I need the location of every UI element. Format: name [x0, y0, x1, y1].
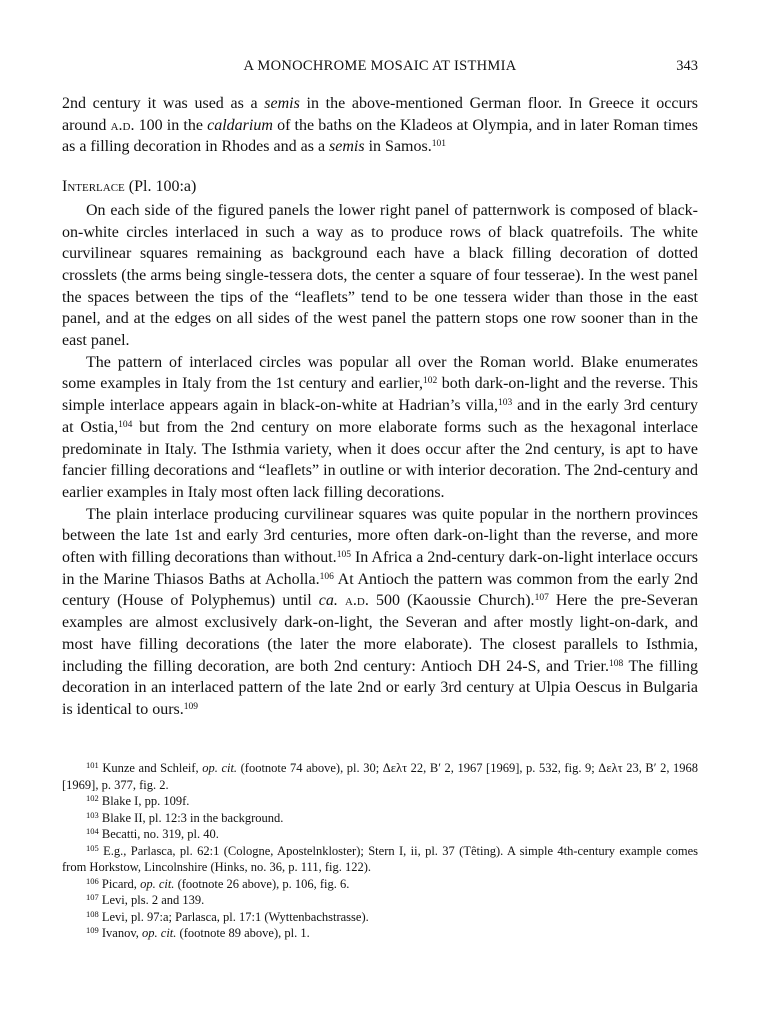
footnote-ref: 107 [534, 593, 549, 604]
footnote [62, 909, 698, 926]
text-run [338, 592, 345, 609]
paragraph [62, 200, 698, 352]
footnote [62, 925, 698, 942]
text-run: On each side of the figured panels the lower right panel of patternwork is composed of black-on-white circles interlaced in such a way as to produce rows of black quatrefoils. The white curvilinear squares remaining as background each have a black filling decoration of dotted crosslets (the arms being single-tessera dots, the center a square of four tesserae). In the west panel the spaces between the tips of the “leaflets” tend to be one tessera wider than those in the east panel, and at the edges on all sides of the west panel the pattern stops one row sooner than in the east panel. [62, 201, 698, 350]
footnote-text: Picard, [101, 876, 141, 891]
text-run: in Samos. [364, 138, 432, 156]
main-text [62, 93, 698, 721]
footnote-number: 108 [86, 908, 99, 919]
footnote [62, 843, 698, 876]
heading-plate-ref: (Pl. 100:a) [124, 178, 197, 196]
footnote-text: Ivanov, [101, 926, 143, 940]
paragraph-continued [62, 93, 698, 158]
italic-term: semis [264, 95, 300, 112]
footnote-ref: 104 [118, 419, 133, 430]
italic-term: op. cit. [142, 926, 177, 940]
text-run: 2nd century it was used as a [62, 95, 265, 112]
small-caps-era: a.d. [110, 116, 135, 134]
footnote-text: (footnote 26 above), p. 106, fig. 6. [174, 876, 350, 891]
text-run: Here the pre-Severan examples are almost exclusively dark-on-light, the Severan and after mostly light-on-dark, and most have filling decorations (the later the more elaborate). The closest parallels to Isthmia, including the filling decoration, are both 2nd century: Antioch DH 24-S, and Trier. [62, 592, 699, 675]
text-run: but from the 2nd century on more elaborate forms such as the hexagonal interlace predominate in Italy. The Isthmia variety, when it does occur after the 2nd century, is apt to have fancier filling decorations and “leaflets” in outline or with interior decoration. The 2nd-century and earlier examples in Italy most often lack filling decorations. [62, 418, 698, 501]
italic-term: semis [329, 138, 365, 156]
text-run: 100 in the [134, 116, 208, 134]
section-heading [62, 176, 698, 198]
footnote-text: Blake II, pl. 12:3 in the background. [101, 810, 284, 825]
footnote [62, 810, 698, 827]
footnotes [62, 760, 698, 942]
small-caps-era: a.d. [344, 592, 369, 610]
text-run: 500 (Kaoussie Church). [368, 592, 535, 610]
footnote [62, 760, 698, 793]
page-number: 343 [676, 58, 698, 74]
footnote-number: 105 [86, 842, 99, 853]
footnote-number: 109 [86, 925, 99, 935]
italic-term: op. cit. [202, 761, 238, 775]
footnote [62, 793, 698, 810]
footnote-ref: 102 [422, 376, 438, 387]
footnote [62, 876, 698, 893]
footnote-number: 101 [86, 760, 99, 770]
footnote-text: Levi, pl. 97:a; Parlasca, pl. 17:1 (Wyttenbachstrasse). [101, 909, 369, 924]
footnote-text: E.g., Parlasca, pl. 62:1 (Cologne, Apostelnkloster); Stern I, ii, pl. 37 (Têting). A simple 4th-century example comes from Horkstow, Lincolnshire (Hinks, no. 36, p. 111, fig. 122). [62, 843, 699, 874]
paragraph [62, 504, 698, 721]
footnote-ref: 103 [497, 398, 513, 409]
footnote-text: Kunze and Schleif, [102, 761, 203, 775]
footnote-number: 102 [86, 793, 99, 803]
text-run: At Antioch the pattern was common from the early 2nd century (House of Polyphemus) until [62, 570, 699, 610]
footnote-text: Becatti, no. 319, pl. 40. [101, 827, 219, 841]
italic-term: caldarium [207, 116, 273, 134]
footnote-text: (footnote 89 above), pl. 1. [176, 926, 310, 940]
footnote [62, 826, 698, 843]
footnote-text: Blake I, pp. 109f. [101, 794, 190, 808]
running-title: A MONOCHROME MOSAIC AT ISTHMIA [243, 58, 517, 74]
text-run: both dark-on-light and the reverse. This simple interlace appears again in black-on-white at Hadrian’s villa, [62, 375, 699, 415]
footnote-ref: 108 [608, 658, 624, 669]
running-header [62, 58, 698, 78]
paragraph [62, 352, 698, 504]
text-run: of the baths on the Kladeos at Olympia, and in later Roman times as a filling decoration in Rhodes and as a [62, 116, 698, 156]
footnote-ref: 101 [431, 139, 446, 150]
footnote-number: 107 [86, 892, 99, 902]
footnote-text: Levi, pls. 2 and 139. [101, 893, 205, 907]
italic-term: ca. [318, 592, 338, 610]
footnote-text: (footnote 74 above), pl. 30; Δελτ 22, Β′ 2, 1967 [1969], p. 532, fig. 9; Δελτ 23, Β′ 2, 1968 [1969], p. 377, fig. 2. [62, 761, 699, 792]
text-run: The plain interlace producing curvilinear squares was quite popular in the northern provinces between the late 1st and early 3rd centuries, more often dark-on-light than the reverse, and more often with filling decorations than without. [62, 505, 698, 567]
footnote-number: 103 [86, 809, 99, 820]
footnote-number: 106 [86, 875, 99, 886]
text-run: The pattern of interlaced circles was popular all over the Roman world. Blake enumerates some examples in Italy from the 1st century and earlier, [62, 353, 698, 393]
text-run: and in the early 3rd century at Ostia, [62, 397, 698, 436]
heading-label: Interlace [62, 178, 125, 196]
text-run: in the above-mentioned German floor. In Greece it occurs around [62, 95, 699, 134]
italic-term: op. cit. [140, 876, 175, 891]
footnote-ref: 106 [319, 571, 334, 582]
footnote-ref: 105 [336, 550, 351, 561]
footnote-number: 104 [86, 826, 99, 836]
footnote [62, 892, 698, 909]
text-run: In Africa a 2nd-century dark-on-light interlace occurs in the Marine Thiasos Baths at Acholla. [62, 549, 698, 588]
text-run: The filling decoration in an interlaced pattern of the late 2nd or early 3rd century at Ulpia Oescus in Bulgaria is identical to ours. [62, 657, 698, 718]
footnote-ref: 109 [183, 701, 199, 712]
